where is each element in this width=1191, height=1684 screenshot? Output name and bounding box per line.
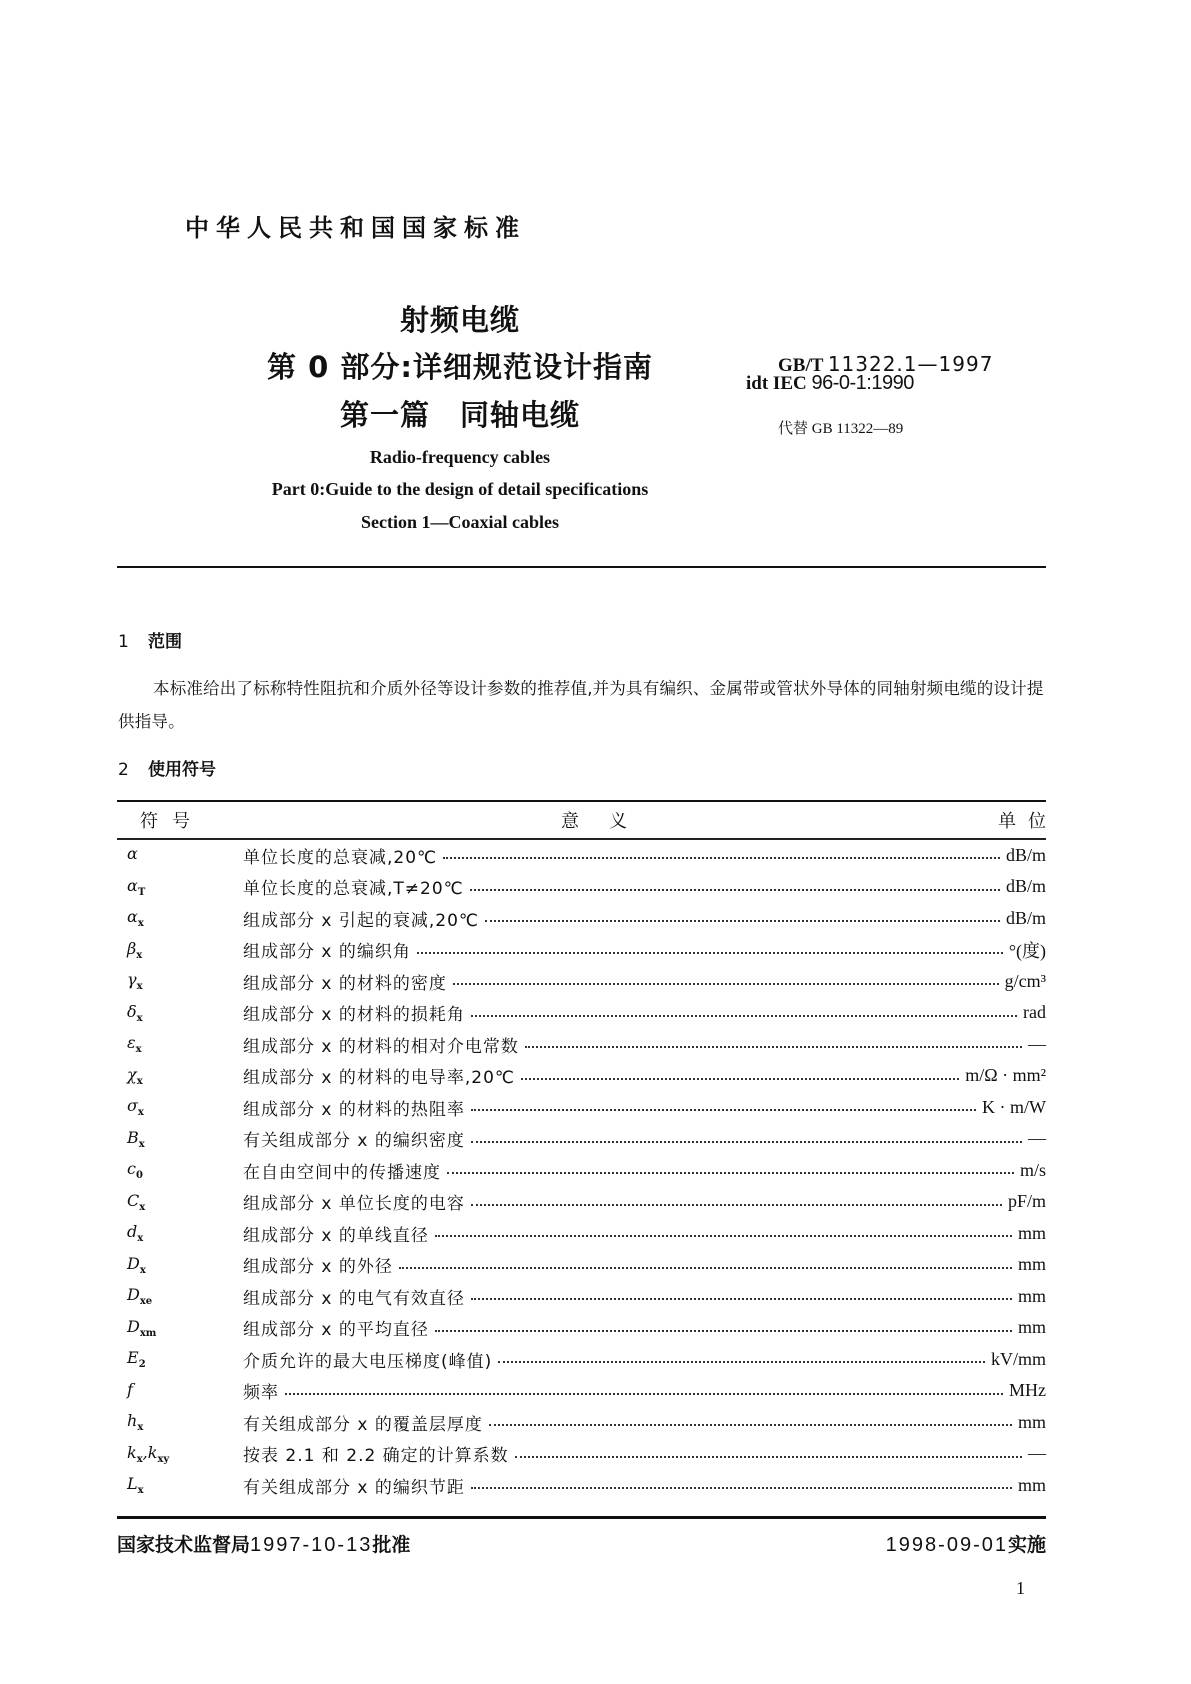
symbol-subscript: x bbox=[136, 1075, 143, 1087]
symbol-base: c bbox=[127, 1159, 136, 1179]
approval-org: 国家技术监督局 bbox=[117, 1534, 251, 1556]
table-row bbox=[117, 1060, 1046, 1092]
meaning-text: 组成部分 x 的材料的电导率,20℃ bbox=[243, 1068, 515, 1089]
meaning-text: 组成部分 x 的材料的热阻率 bbox=[243, 1099, 465, 1120]
symbol-subscript: T bbox=[137, 886, 146, 898]
symbol-subscript: x bbox=[137, 918, 144, 930]
symbol-base: d bbox=[127, 1222, 138, 1242]
unit-cell: mm bbox=[1017, 1285, 1046, 1306]
table-row bbox=[117, 1312, 1046, 1344]
symbol-cell bbox=[117, 1474, 243, 1496]
leader-dots bbox=[521, 1078, 959, 1080]
symbol-base: E bbox=[127, 1348, 139, 1368]
meaning-text: 组成部分 x 的编织角 bbox=[243, 942, 411, 963]
symbol-cell bbox=[117, 1033, 243, 1055]
page-number: 1 bbox=[1016, 1578, 1025, 1598]
meaning-cell bbox=[243, 1347, 991, 1372]
symbol-cell bbox=[117, 1159, 243, 1181]
symbol-cell bbox=[117, 1380, 243, 1402]
symbol-base: β bbox=[127, 938, 137, 958]
symbol-cell bbox=[117, 1443, 243, 1465]
identical-standard bbox=[746, 372, 914, 395]
table-row bbox=[117, 1155, 1046, 1187]
table-row bbox=[117, 1407, 1046, 1439]
meaning-text: 有关组成部分 x 的编织节距 bbox=[243, 1477, 465, 1498]
leader-dots bbox=[485, 920, 1000, 922]
meaning-text: 组成部分 x 的单线直径 bbox=[243, 1225, 429, 1246]
symbols-table bbox=[117, 800, 1058, 1501]
symbol-cell bbox=[117, 876, 243, 898]
section-number: 2 bbox=[118, 760, 129, 780]
leader-dots bbox=[285, 1393, 1003, 1395]
symbol-base: D bbox=[127, 1253, 140, 1273]
leader-dots bbox=[471, 1204, 1002, 1206]
leader-dots bbox=[435, 1235, 1012, 1237]
leader-dots bbox=[471, 1015, 1017, 1017]
header-unit: 单位 bbox=[998, 811, 1058, 832]
symbol-subscript: xm bbox=[139, 1327, 157, 1339]
leader-dots bbox=[515, 1456, 1022, 1458]
unit-cell: mm bbox=[1017, 1317, 1046, 1338]
symbol-subscript: x bbox=[138, 1138, 145, 1150]
section-2-heading bbox=[118, 755, 216, 780]
approval-line bbox=[117, 1530, 410, 1557]
table-row bbox=[117, 1438, 1046, 1470]
table-row bbox=[117, 1123, 1046, 1155]
symbol-subscript: x bbox=[136, 981, 143, 993]
unit-cell: mm bbox=[1017, 1411, 1046, 1432]
section-number: 1 bbox=[118, 632, 129, 652]
meaning-text: 单位长度的总衰减,T≠20℃ bbox=[243, 879, 464, 900]
footer-divider bbox=[117, 1516, 1046, 1519]
unit-cell: dB/m bbox=[1005, 907, 1046, 928]
symbol-cell bbox=[117, 1191, 243, 1213]
meaning-cell bbox=[243, 1126, 1028, 1151]
table-row bbox=[117, 1470, 1046, 1502]
symbol-base: D bbox=[127, 1316, 140, 1336]
leader-dots bbox=[435, 1330, 1012, 1332]
idt-prefix: idt IEC bbox=[746, 373, 807, 394]
title-cn-line3: 第一篇 同轴电缆 bbox=[339, 398, 580, 432]
title-cn-line2: 第 0 部分:详细规范设计指南 bbox=[267, 350, 653, 384]
meaning-cell bbox=[243, 1441, 1028, 1466]
symbol-base: B bbox=[127, 1127, 139, 1147]
unit-cell: pF/m bbox=[1007, 1191, 1046, 1212]
header-symbol: 符号 bbox=[140, 811, 204, 832]
leader-dots bbox=[447, 1172, 1014, 1174]
meaning-cell bbox=[243, 1095, 982, 1120]
symbol-base: χ bbox=[127, 1064, 137, 1084]
symbol-cell bbox=[117, 970, 243, 992]
table-row bbox=[117, 1029, 1046, 1061]
unit-cell: kV/mm bbox=[990, 1348, 1046, 1369]
symbol-base: D bbox=[127, 1285, 140, 1305]
symbol-base: γ bbox=[127, 970, 137, 990]
meaning-cell bbox=[243, 1473, 1018, 1498]
symbol-base: k bbox=[127, 1442, 137, 1462]
unit-cell: mm bbox=[1017, 1254, 1046, 1275]
symbol-subscript: x bbox=[135, 1044, 142, 1056]
symbol-subscript: 2 bbox=[138, 1359, 146, 1371]
standard-code: 11322.1—1997 bbox=[827, 352, 994, 376]
meaning-text: 组成部分 x 的材料的密度 bbox=[243, 973, 447, 994]
meaning-cell bbox=[243, 1284, 1018, 1309]
meaning-cell bbox=[243, 1189, 1008, 1214]
table-row bbox=[117, 1249, 1046, 1281]
meaning-cell bbox=[243, 1158, 1020, 1183]
symbol-base: f bbox=[127, 1379, 133, 1399]
meaning-cell bbox=[243, 937, 1009, 962]
symbol-subscript: x bbox=[137, 1233, 144, 1245]
section-title: 范围 bbox=[148, 632, 182, 652]
symbol-cell bbox=[117, 907, 243, 929]
symbol-subscript: x bbox=[136, 1012, 143, 1024]
table-row bbox=[117, 1092, 1046, 1124]
meaning-text: 组成部分 x 的电气有效直径 bbox=[243, 1288, 465, 1309]
unit-cell: MHz bbox=[1009, 1380, 1046, 1401]
meaning-text: 组成部分 x 的材料的损耗角 bbox=[243, 1005, 465, 1026]
symbol-extra: ,k bbox=[142, 1442, 158, 1462]
implement-suffix: 实施 bbox=[1007, 1534, 1046, 1556]
meaning-cell bbox=[243, 1315, 1018, 1340]
symbol-cell bbox=[117, 1254, 243, 1276]
unit-cell: m/Ω · mm² bbox=[965, 1065, 1046, 1086]
unit-cell: — bbox=[1028, 1033, 1046, 1054]
leader-dots bbox=[443, 857, 1000, 859]
replaces-note: 代替 GB 11322—89 bbox=[778, 421, 904, 437]
table-row bbox=[117, 903, 1046, 935]
unit-cell: mm bbox=[1017, 1474, 1046, 1495]
meaning-cell bbox=[243, 1032, 1028, 1057]
table-row bbox=[117, 1218, 1046, 1250]
unit-cell: K · m/W bbox=[982, 1096, 1046, 1117]
meaning-cell bbox=[243, 1063, 965, 1088]
meaning-cell bbox=[243, 906, 1006, 931]
section-1-heading bbox=[118, 627, 182, 652]
section-1-body: 本标准给出了标称特性阻抗和介质外径等设计参数的推荐值,并为具有编织、金属带或管状外导体的同轴射频电缆的设计提供指导。 bbox=[118, 679, 1044, 731]
symbol-cell bbox=[117, 1317, 243, 1339]
leader-dots bbox=[471, 1298, 1012, 1300]
symbol-cell bbox=[117, 1065, 243, 1087]
symbol-cell bbox=[117, 1128, 243, 1150]
idt-number: 96-0-1:1990 bbox=[811, 372, 914, 394]
unit-cell: — bbox=[1028, 1443, 1046, 1464]
symbol-base: ε bbox=[127, 1033, 136, 1053]
table-row bbox=[117, 997, 1046, 1029]
symbol-cell bbox=[117, 844, 243, 866]
meaning-text: 组成部分 x 的平均直径 bbox=[243, 1320, 429, 1341]
leader-dots bbox=[471, 1109, 976, 1111]
table-row bbox=[117, 1375, 1046, 1407]
meaning-text: 按表 2.1 和 2.2 确定的计算系数 bbox=[243, 1446, 509, 1467]
table-row bbox=[117, 1281, 1046, 1313]
symbol-subscript: x bbox=[137, 1107, 144, 1119]
meaning-cell bbox=[243, 1378, 1009, 1403]
symbol-cell bbox=[117, 1002, 243, 1024]
standard-prefix: GB/T bbox=[778, 355, 824, 376]
approval-date: 1997-10-13 bbox=[250, 1534, 373, 1556]
meaning-cell bbox=[243, 1000, 1023, 1025]
meaning-text: 组成部分 x 引起的衰减,20℃ bbox=[243, 910, 479, 931]
symbol-cell bbox=[117, 1285, 243, 1307]
meaning-cell bbox=[243, 1252, 1018, 1277]
meaning-cell bbox=[243, 1221, 1018, 1246]
symbol-subscript: x bbox=[136, 1453, 143, 1465]
implement-date: 1998-09-01 bbox=[885, 1534, 1008, 1556]
leader-dots bbox=[399, 1267, 1012, 1269]
header-meaning: 意义 bbox=[561, 811, 657, 832]
title-en-line3: Section 1—Coaxial cables bbox=[361, 512, 559, 532]
symbol-base: α bbox=[127, 844, 138, 864]
symbol-base: α bbox=[127, 907, 138, 927]
symbol-base: δ bbox=[127, 1001, 137, 1021]
implementation-line bbox=[886, 1530, 1046, 1557]
table-row bbox=[117, 871, 1046, 903]
unit-cell: dB/m bbox=[1005, 876, 1046, 897]
leader-dots bbox=[417, 952, 1003, 954]
symbol-base: L bbox=[127, 1474, 138, 1494]
table-row bbox=[117, 840, 1046, 872]
symbol-cell bbox=[117, 939, 243, 961]
national-standard-heading: 中华人民共和国国家标准 bbox=[185, 214, 526, 242]
symbol-base: h bbox=[127, 1411, 138, 1431]
title-en-line2: Part 0:Guide to the design of detail specifications bbox=[271, 479, 649, 499]
leader-dots bbox=[471, 1141, 1022, 1143]
symbol-base: α bbox=[127, 875, 138, 895]
leader-dots bbox=[471, 1487, 1012, 1489]
leader-dots bbox=[453, 983, 999, 985]
meaning-text: 有关组成部分 x 的覆盖层厚度 bbox=[243, 1414, 483, 1435]
symbol-subscript: 0 bbox=[135, 1170, 143, 1182]
meaning-text: 介质允许的最大电压梯度(峰值) bbox=[243, 1351, 493, 1372]
symbol-subscript: x bbox=[136, 949, 143, 961]
section-title: 使用符号 bbox=[148, 760, 216, 780]
table-header bbox=[117, 802, 1058, 838]
meaning-text: 组成部分 x 的材料的相对介电常数 bbox=[243, 1036, 519, 1057]
unit-cell: mm bbox=[1017, 1222, 1046, 1243]
symbol-base: σ bbox=[127, 1096, 138, 1116]
meaning-cell bbox=[243, 969, 1005, 994]
unit-cell: dB/m bbox=[1005, 844, 1046, 865]
header-divider bbox=[117, 566, 1046, 568]
meaning-text: 组成部分 x 单位长度的电容 bbox=[243, 1194, 465, 1215]
leader-dots bbox=[489, 1424, 1012, 1426]
unit-cell: m/s bbox=[1019, 1159, 1046, 1180]
symbol-subscript: x bbox=[137, 1422, 144, 1434]
symbol-cell bbox=[117, 1222, 243, 1244]
symbol-subscript: x bbox=[139, 1201, 146, 1213]
meaning-cell bbox=[243, 874, 1006, 899]
symbol-cell bbox=[117, 1411, 243, 1433]
meaning-cell bbox=[243, 1410, 1018, 1435]
symbol-extra-subscript: xy bbox=[157, 1453, 170, 1465]
symbol-cell bbox=[117, 1348, 243, 1370]
symbol-subscript: xe bbox=[139, 1296, 153, 1308]
meaning-text: 有关组成部分 x 的编织密度 bbox=[243, 1131, 465, 1152]
table-row bbox=[117, 1344, 1046, 1376]
meaning-text: 频率 bbox=[243, 1383, 279, 1404]
table-body bbox=[117, 840, 1046, 1502]
unit-cell: g/cm³ bbox=[1004, 970, 1046, 991]
meaning-text: 在自由空间中的传播速度 bbox=[243, 1162, 441, 1183]
symbol-cell bbox=[117, 1096, 243, 1118]
leader-dots bbox=[470, 889, 1000, 891]
symbol-subscript: x bbox=[139, 1264, 146, 1276]
unit-cell: °(度) bbox=[1008, 940, 1046, 961]
unit-cell: — bbox=[1028, 1128, 1046, 1149]
meaning-cell bbox=[243, 843, 1006, 868]
leader-dots bbox=[525, 1046, 1022, 1048]
unit-cell: rad bbox=[1023, 1002, 1046, 1023]
meaning-text: 组成部分 x 的外径 bbox=[243, 1257, 393, 1278]
symbol-base: C bbox=[127, 1190, 140, 1210]
title-en-line1: Radio-frequency cables bbox=[369, 447, 551, 467]
symbol-subscript: x bbox=[137, 1485, 144, 1497]
table-row bbox=[117, 934, 1046, 966]
title-cn-line1: 射频电缆 bbox=[399, 303, 520, 337]
table-row bbox=[117, 966, 1046, 998]
approval-suffix: 批准 bbox=[372, 1534, 411, 1556]
leader-dots bbox=[498, 1361, 985, 1363]
table-row bbox=[117, 1186, 1046, 1218]
meaning-text: 单位长度的总衰减,20℃ bbox=[243, 847, 438, 868]
